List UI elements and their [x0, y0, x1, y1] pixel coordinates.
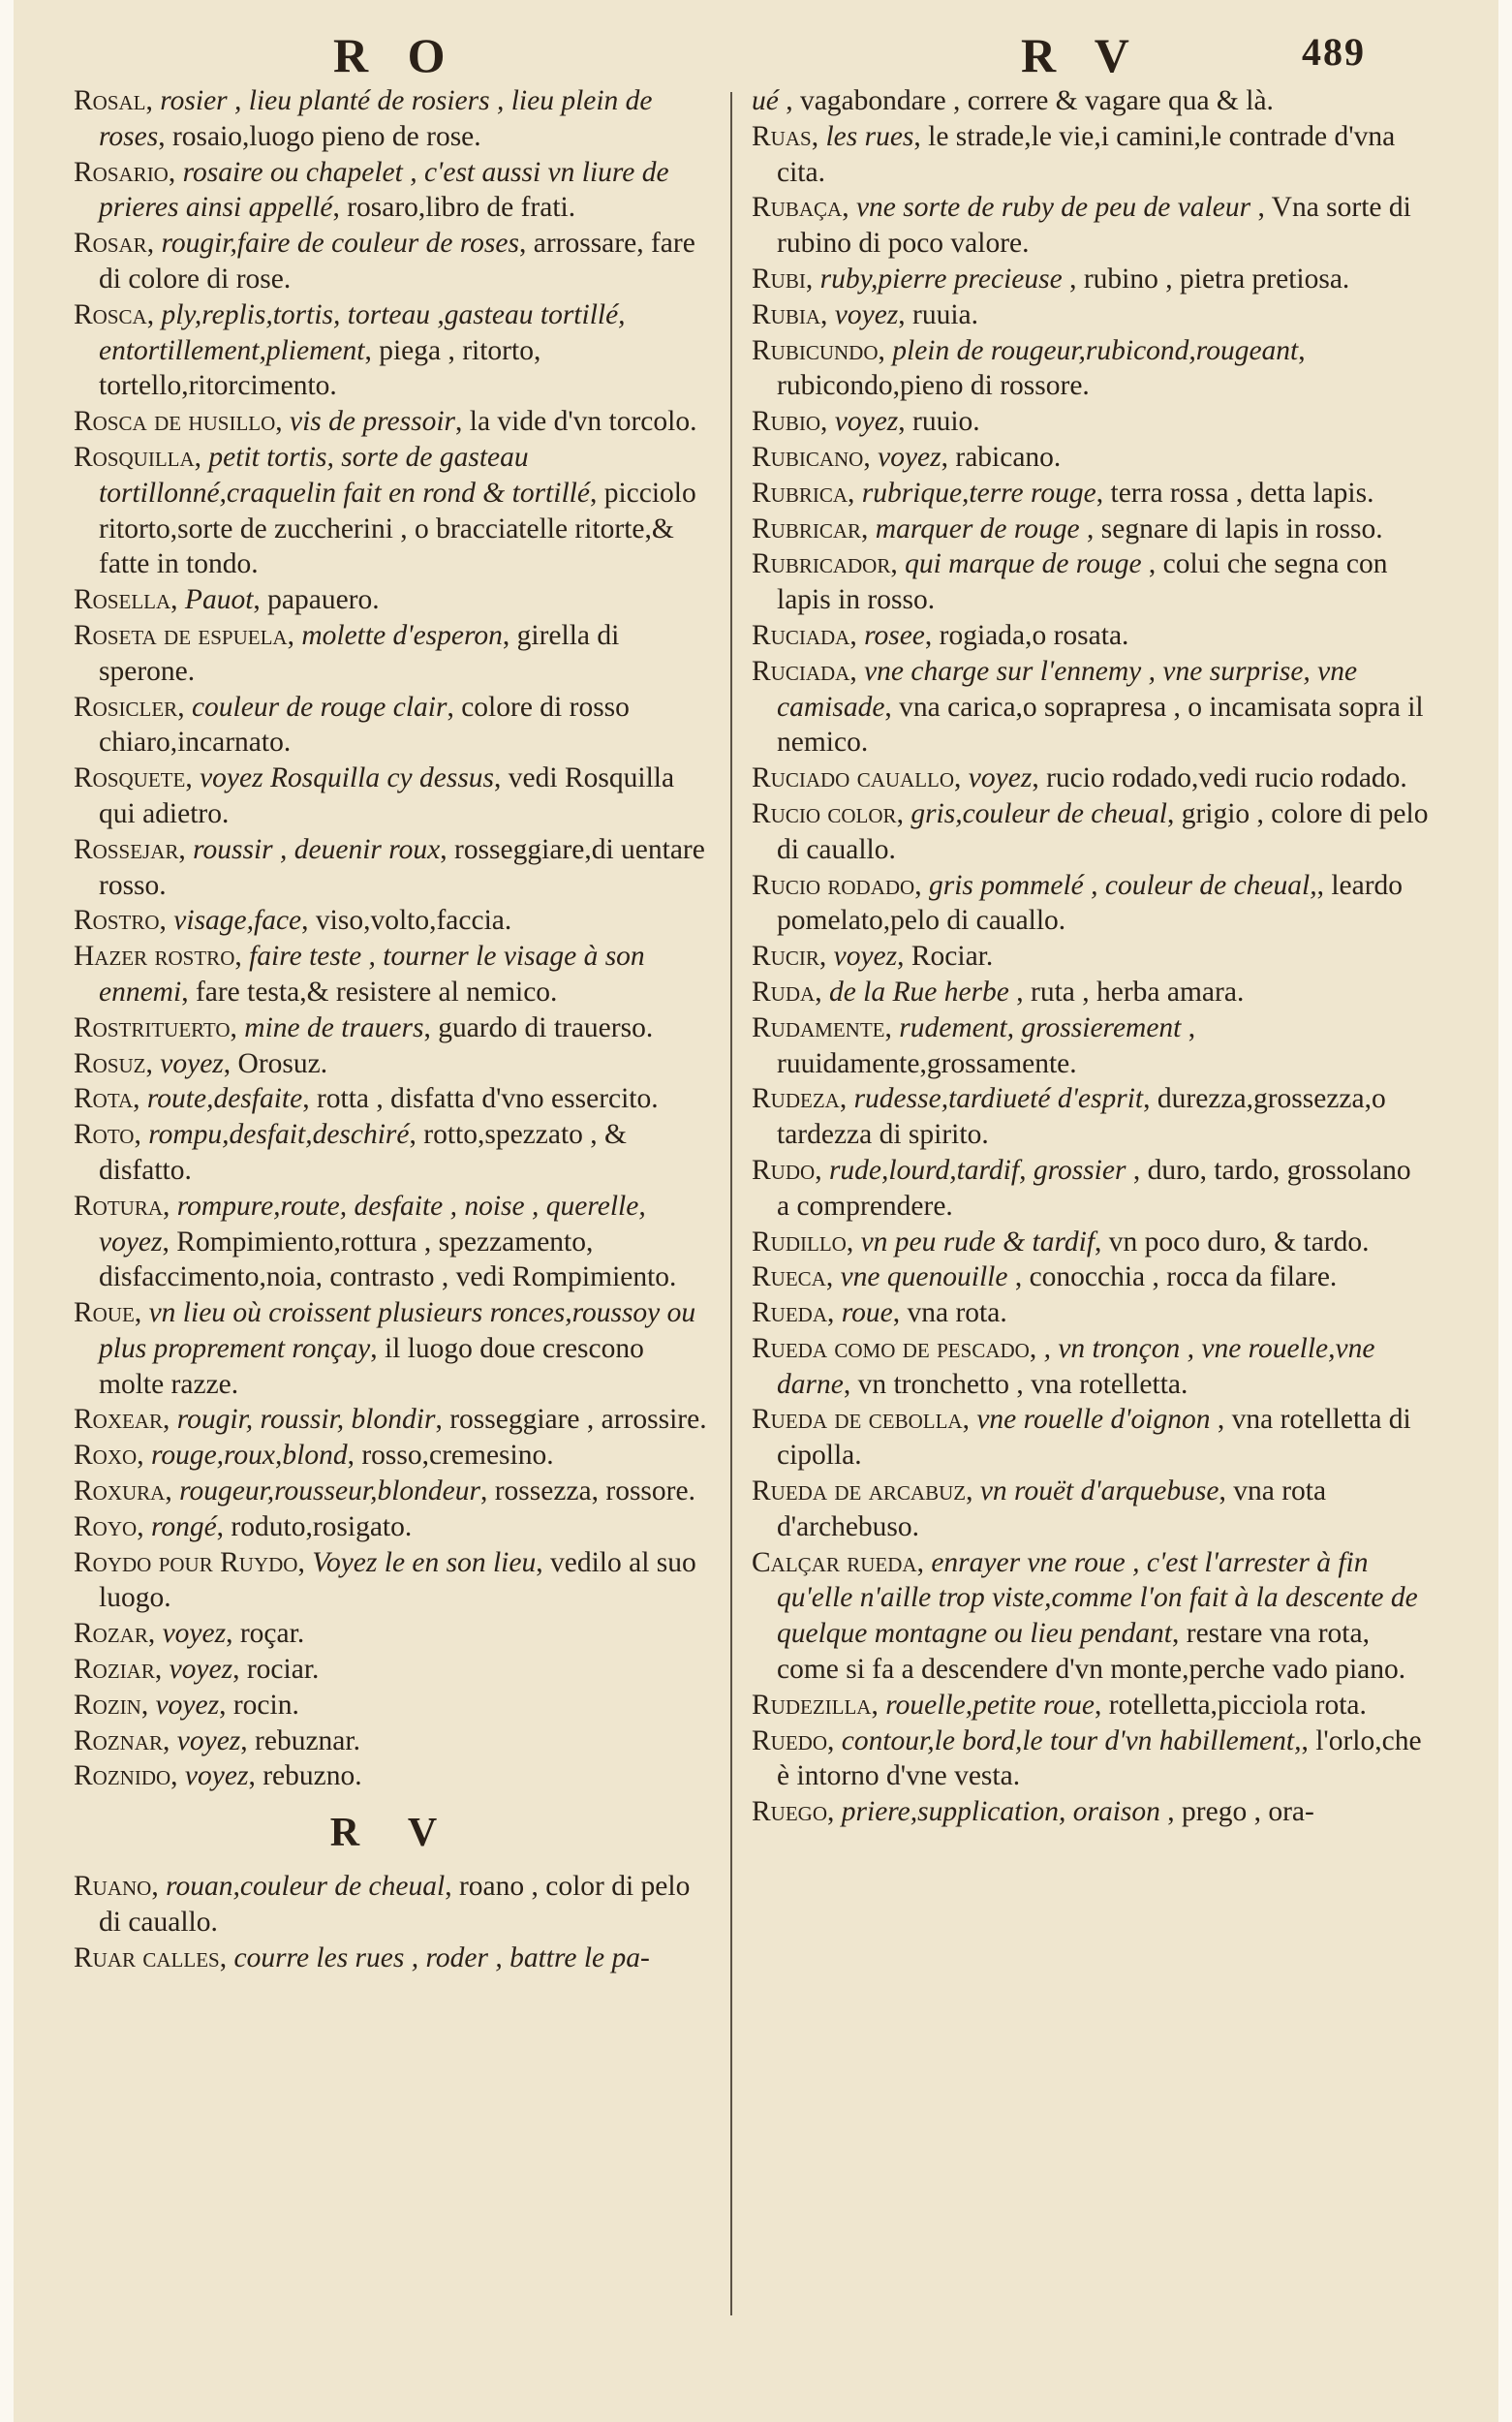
- dictionary-entry: Rubicano, voyez, rabicano.: [752, 441, 1062, 473]
- entry-headword: Rubio: [752, 406, 821, 438]
- dictionary-entry: Roseta de espuela, molette d'esperon, girella di sperone.: [74, 619, 620, 687]
- entry-italian-gloss: rebuzno.: [262, 1760, 362, 1792]
- entry-french-gloss: de la Rue herbe: [828, 976, 1009, 1008]
- dictionary-entry: Ruedo, contour,le bord,le tour d'vn habillement,, l'orlo,che è intorno d'vne vesta.: [752, 1724, 1422, 1792]
- dictionary-entry: Rostrituerto, mine de trauers, guardo di trauerso.: [74, 1011, 654, 1043]
- entry-headword: Rossejar: [74, 833, 179, 865]
- entry-headword: Rubaça: [752, 192, 843, 224]
- entry-italian-gloss: Orosuz.: [237, 1047, 328, 1079]
- entry-french-gloss: vne rouelle d'oignon: [976, 1404, 1211, 1436]
- entry-headword: Rosca: [74, 298, 147, 330]
- entry-french-gloss: rougir, roussir, blondir: [176, 1404, 436, 1436]
- entry-french-gloss: vne quenouille: [840, 1261, 1008, 1293]
- entry-headword: Calçar rueda: [752, 1546, 917, 1578]
- entry-headword: Rubricar: [752, 512, 862, 544]
- entry-italian-gloss: , rubino , pietra pretiosa.: [1069, 263, 1350, 295]
- entry-italian-gloss: rebuznar.: [255, 1724, 360, 1756]
- dictionary-entry: Roxura, rougeur,rousseur,blondeur, rossezza, rossore.: [74, 1475, 695, 1507]
- dictionary-entry: Rossejar, roussir , deuenir roux, rosseggiare,di uentare rosso.: [74, 833, 705, 901]
- entry-italian-gloss: viso,volto,faccia.: [315, 905, 512, 937]
- entry-headword: Rotura: [74, 1190, 164, 1222]
- left-column-entries-top: [74, 83, 713, 1794]
- entry-french-gloss: route,desfaite: [146, 1083, 303, 1115]
- entry-french-gloss: roue: [841, 1297, 893, 1329]
- dictionary-entry: Hazer rostro, faire teste , tourner le visage à son ennemi, fare testa,& resistere al nemico.: [74, 941, 645, 1008]
- entry-italian-gloss: guardo di trauerso.: [438, 1011, 654, 1043]
- dictionary-entry: Roxo, rouge,roux,blond, rosso,cremesino.: [74, 1440, 554, 1472]
- dictionary-entry: Rosella, Pauot, papauero.: [74, 584, 380, 616]
- entry-french-gloss: enrayer vne roue , c'est l'arrester à fin qu'elle n'aille trop viste,comme l'on fait à la descente de quelque montagne ou lieu pendant: [777, 1546, 1418, 1650]
- dictionary-entry: Rosquilla, petit tortis, sorte de gasteau tortillonné,craquelin fait en rond & tortillé, picciolo ritorto,sorte de zuccherini , o bracciatelle ritorte,& fatte in tondo.: [74, 441, 696, 580]
- dictionary-entry: Roxear, rougir, roussir, blondir, rosseggiare , arrossire.: [74, 1404, 707, 1436]
- entry-french-gloss: voyez: [834, 406, 899, 438]
- entry-italian-gloss: rotelletta,picciola rota.: [1108, 1689, 1367, 1721]
- dictionary-entry: Ruciado cauallo, voyez, rucio rodado,vedi rucio rodado.: [752, 762, 1407, 794]
- entry-french-gloss: ply,replis,tortis, torteau ,gasteau tortillé, entortillement,pliement: [99, 298, 626, 366]
- right-column-entries: [752, 83, 1430, 1830]
- entry-headword: Rueda de cebolla: [752, 1404, 963, 1436]
- entry-italian-gloss: le strade,le vie,i camini,le contrade d'vna cita.: [777, 120, 1396, 188]
- entry-french-gloss: rudement, grossierement: [899, 1011, 1182, 1043]
- entry-headword: Rudamente: [752, 1011, 885, 1043]
- dictionary-entry: Rueca, vne quenouille , conocchia , rocca da filare.: [752, 1261, 1338, 1293]
- dictionary-entry: Roue, vn lieu où croissent plusieurs ronces,roussoy ou plus proprement ronçay, il luogo doue crescono molte razze.: [74, 1297, 696, 1400]
- entry-french-gloss: voyez: [968, 762, 1033, 794]
- entry-italian-gloss: rotta , disfatta d'vno essercito.: [316, 1083, 659, 1115]
- entry-french-gloss: vne charge sur l'ennemy , vne surprise, vne camisade: [777, 655, 1358, 723]
- entry-french-gloss: voyez: [155, 1689, 220, 1721]
- entry-headword: Roxo: [74, 1440, 138, 1472]
- dictionary-entry: Rubricador, qui marque de rouge , colui che segna con lapis in rosso.: [752, 548, 1388, 616]
- entry-headword: Roto: [74, 1119, 135, 1151]
- entry-french-gloss: rouelle,petite roue: [885, 1689, 1095, 1721]
- entry-headword: Rudeza: [752, 1083, 840, 1115]
- entry-french-gloss: Pauot: [184, 584, 254, 616]
- entry-italian-gloss: , Vna sorte di rubino di poco valore.: [777, 192, 1411, 260]
- entry-french-gloss: molette d'esperon: [301, 619, 503, 651]
- entry-italian-gloss: , ruuidamente,grossamente.: [777, 1011, 1196, 1079]
- dictionary-entry: Rubia, voyez, ruuia.: [752, 298, 979, 330]
- entry-italian-gloss: vna carica,o soprapresa , o incamisata sopra il nemico.: [777, 691, 1424, 759]
- entry-french-gloss: faire teste , tourner le visage à son ennemi: [99, 941, 645, 1008]
- entry-french-gloss: vis de pressoir: [290, 406, 455, 438]
- entry-headword: Rosuz: [74, 1047, 146, 1079]
- entry-french-gloss: mine de trauers: [244, 1011, 424, 1043]
- entry-italian-gloss: ruuia.: [912, 298, 979, 330]
- dictionary-entry: Rosca, ply,replis,tortis, torteau ,gasteau tortillé, entortillement,pliement, piega , ritorto, tortello,ritorcimento.: [74, 298, 626, 402]
- entry-headword: Rucio color: [752, 797, 897, 829]
- entry-french-gloss: petit tortis, sorte de gasteau tortillonné,craquelin fait en rond & tortillé: [99, 441, 590, 509]
- entry-headword: Rueda de arcabuz: [752, 1475, 967, 1507]
- dictionary-entry: Rubrica, rubrique,terre rouge, terra rossa , detta lapis.: [752, 477, 1374, 509]
- entry-french-gloss: rongé: [150, 1510, 217, 1542]
- dictionary-entry: Rueda de cebolla, vne rouelle d'oignon , vna rotelletta di cipolla.: [752, 1404, 1411, 1472]
- dictionary-entry: Rubaça, vne sorte de ruby de peu de valeur , Vna sorte di rubino di poco valore.: [752, 192, 1411, 260]
- entry-french-gloss: courre les rues , roder , battre le pa-: [233, 1941, 650, 1973]
- entry-italian-gloss: vna rota.: [907, 1297, 1007, 1329]
- entry-french-gloss: rosaire ou chapelet , c'est aussi vn liure de prieres ainsi appellé: [99, 156, 669, 224]
- dictionary-entry: Rotura, rompure,route, desfaite , noise , querelle, voyez, Rompimiento,rottura , spezzamento, disfaccimento,noia, contrasto , vedi Rompimiento.: [74, 1190, 677, 1293]
- entry-french-gloss: voyez: [176, 1724, 241, 1756]
- entry-french-gloss: gris,couleur de cheual: [910, 797, 1167, 829]
- entry-italian-gloss: girella di sperone.: [99, 619, 620, 687]
- entry-french-gloss: rougir,faire de couleur de roses: [161, 228, 519, 260]
- entry-headword: Rosar: [74, 228, 147, 260]
- entry-headword: Rostro: [74, 905, 160, 937]
- entry-headword: Rota: [74, 1083, 134, 1115]
- entry-french-gloss: rouan,couleur de cheual: [166, 1871, 446, 1903]
- entry-headword: Rueda como de pescado: [752, 1332, 1030, 1364]
- entry-french-gloss: vn lieu où croissent plusieurs ronces,roussoy ou plus proprement ronçay: [99, 1297, 696, 1364]
- dictionary-entry: Rudo, rude,lourd,tardif, grossier , duro, tardo, grossolano a comprendere.: [752, 1154, 1411, 1222]
- entry-headword: Ruciada: [752, 655, 850, 687]
- entry-headword: Rubicundo: [752, 334, 879, 366]
- entry-italian-gloss: vedilo al suo luogo.: [99, 1546, 696, 1614]
- entry-french-gloss: vn peu rude & tardif: [860, 1226, 1095, 1258]
- entry-italian-gloss: picciolo ritorto,sorte de zuccherini , o bracciatelle ritorte,& fatte in tondo.: [99, 477, 696, 580]
- dictionary-entry: Rosuz, voyez, Orosuz.: [74, 1047, 328, 1079]
- entry-headword: Rosquilla: [74, 441, 195, 473]
- entry-french-gloss: rouge,roux,blond: [150, 1440, 348, 1472]
- dictionary-entry: Roydo pour Ruydo, Voyez le en son lieu, vedilo al suo luogo.: [74, 1546, 696, 1614]
- entry-french-gloss: voyez: [184, 1760, 249, 1792]
- column-divider: [730, 92, 732, 2315]
- entry-french-gloss: ruby,pierre precieuse: [819, 263, 1063, 295]
- entry-headword: Roseta de espuela: [74, 619, 288, 651]
- entry-french-gloss: rompu,desfait,deschiré: [148, 1119, 410, 1151]
- dictionary-entry: Rota, route,desfaite, rotta , disfatta d'vno essercito.: [74, 1083, 659, 1115]
- entry-headword: Rueda: [752, 1297, 828, 1329]
- dictionary-entry: Ruar calles, courre les rues , roder , battre le pa-: [74, 1941, 650, 1973]
- dictionary-entry: Ruda, de la Rue herbe , ruta , herba amara.: [752, 976, 1245, 1008]
- entry-french-gloss: les rues: [825, 120, 914, 152]
- dictionary-entry: Rubicundo, plein de rougeur,rubicond,rougeant, rubicondo,pieno di rossore.: [752, 334, 1306, 402]
- entry-french-gloss: voyez: [160, 1047, 224, 1079]
- entry-french-gloss: voyez Rosquilla cy dessus: [200, 762, 495, 794]
- entry-headword: Roznido: [74, 1760, 171, 1792]
- entry-italian-gloss: ruuio.: [912, 406, 980, 438]
- dictionary-entry: Rosar, rougir,faire de couleur de roses, arrossare, fare di colore di rose.: [74, 228, 695, 295]
- entry-italian-gloss: arrossare, fare di colore di rose.: [99, 228, 695, 295]
- entry-italian-gloss: , conocchia , rocca da filare.: [1014, 1261, 1338, 1293]
- dictionary-entry: Rucio rodado, gris pommelé , couleur de cheual,, leardo pomelato,pelo di cauallo.: [752, 869, 1404, 937]
- entry-italian-gloss: colore di rosso chiaro,incarnato.: [99, 691, 630, 759]
- dictionary-entry: Ruego, priere,supplication, oraison , prego , ora-: [752, 1796, 1314, 1828]
- entry-headword: Royo: [74, 1510, 138, 1542]
- entry-italian-gloss: Rociar.: [910, 941, 994, 973]
- entry-italian-gloss: rociar.: [246, 1654, 320, 1686]
- entry-italian-gloss: vna rota d'archebuso.: [777, 1475, 1327, 1542]
- dictionary-entry: Rucio color, gris,couleur de cheual, grigio , colore di pelo di cauallo.: [752, 797, 1429, 865]
- entry-french-gloss: gris pommelé , couleur de cheual,: [928, 869, 1317, 901]
- entry-headword: Roydo pour Ruydo: [74, 1546, 298, 1578]
- entry-italian-gloss: la vide d'vn torcolo.: [469, 406, 697, 438]
- entry-headword: Ruar calles: [74, 1941, 220, 1973]
- entry-french-gloss: rosee: [864, 619, 925, 651]
- dictionary-entry: Ruano, rouan,couleur de cheual, roano , color di pelo di cauallo.: [74, 1871, 691, 1938]
- entry-italian-gloss: rotto,spezzato , & disfatto.: [99, 1119, 627, 1186]
- entry-headword: Rudezilla: [752, 1689, 872, 1721]
- entry-italian-gloss: grigio , colore di pelo di cauallo.: [777, 797, 1429, 865]
- entry-french-gloss: rougeur,rousseur,blondeur: [179, 1475, 480, 1507]
- entry-french-gloss: voyez: [162, 1618, 227, 1650]
- entry-italian-gloss: roduto,rosigato.: [231, 1510, 413, 1542]
- entry-italian-gloss: piega , ritorto, tortello,ritorcimento.: [99, 334, 541, 402]
- running-header-left: R O: [333, 28, 459, 82]
- entry-italian-gloss: rogiada,o rosata.: [939, 619, 1129, 651]
- entry-italian-gloss: rossezza, rossore.: [494, 1475, 695, 1507]
- entry-french-gloss: voyez: [878, 441, 941, 473]
- entry-headword: Rosicler: [74, 691, 178, 723]
- left-column-entries-bottom: [74, 1869, 713, 1975]
- entry-italian-gloss: rosaio,luogo pieno de rose.: [171, 120, 481, 152]
- entry-headword: Roxura: [74, 1475, 166, 1507]
- entry-french-gloss: plein de rougeur,rubicond,rougeant: [892, 334, 1299, 366]
- entry-headword: Ruciada: [752, 619, 850, 651]
- entry-headword: Rubicano: [752, 441, 864, 473]
- dictionary-entry: Rucir, voyez, Rociar.: [752, 941, 994, 973]
- entry-headword: Ruano: [74, 1871, 152, 1903]
- dictionary-entry: Roziar, voyez, rociar.: [74, 1654, 320, 1686]
- entry-italian-gloss: , segnare di lapis in rosso.: [1087, 512, 1383, 544]
- entry-french-gloss: qui marque de rouge: [905, 548, 1142, 580]
- entry-headword: Rucir: [752, 941, 819, 973]
- entry-italian-gloss: , colui che segna con lapis in rosso.: [777, 548, 1388, 616]
- entry-french-gloss: vn rouët d'arquebuse: [979, 1475, 1219, 1507]
- entry-italian-gloss: restare vna rota, come si fa a descendere d'vn monte,perche vado piano.: [777, 1618, 1406, 1686]
- dictionary-entry: Rueda de arcabuz, vn rouët d'arquebuse, vna rota d'archebuso.: [752, 1475, 1327, 1542]
- dictionary-entry: Rosquete, voyez Rosquilla cy dessus, vedi Rosquilla qui adietro.: [74, 762, 675, 829]
- entry-headword: Rubia: [752, 298, 821, 330]
- entry-italian-gloss: l'orlo,che è intorno d'vne vesta.: [777, 1724, 1422, 1792]
- entry-french-gloss: rudesse,tardiueté d'esprit: [853, 1083, 1144, 1115]
- entry-italian-gloss: rosaro,libro de frati.: [347, 192, 576, 224]
- entry-headword: Rozin: [74, 1689, 141, 1721]
- dictionary-entry: Rozin, voyez, rocin.: [74, 1689, 299, 1721]
- entry-french-gloss: rubrique,terre rouge: [861, 477, 1096, 509]
- entry-headword: Hazer rostro: [74, 941, 235, 973]
- entry-headword: Ruego: [752, 1796, 828, 1828]
- entry-italian-gloss: terra rossa , detta lapis.: [1110, 477, 1374, 509]
- dictionary-entry: Rueda, roue, vna rota.: [752, 1297, 1007, 1329]
- dictionary-entry: Roto, rompu,desfait,deschiré, rotto,spezzato , & disfatto.: [74, 1119, 627, 1186]
- entry-italian-gloss: rucio rodado,vedi rucio rodado.: [1046, 762, 1407, 794]
- left-column: [74, 83, 713, 1975]
- entry-headword: Rozar: [74, 1618, 148, 1650]
- entry-french-gloss: , vn tronçon , vne rouelle,vne darne: [777, 1332, 1375, 1400]
- dictionary-entry: Rubio, voyez, ruuio.: [752, 406, 980, 438]
- entry-italian-gloss: vedi Rosquilla qui adietro.: [99, 762, 675, 829]
- dictionary-entry: Rueda como de pescado, , vn tronçon , vne rouelle,vne darne, vn tronchetto , vna rotelletta.: [752, 1332, 1375, 1400]
- entry-italian-gloss: rosseggiare,di uentare rosso.: [99, 833, 705, 901]
- entry-headword: Rosella: [74, 584, 171, 616]
- entry-italian-gloss: Rompimiento,rottura , spezzamento, disfaccimento,noia, contrasto , vedi Rompimiento.: [99, 1226, 677, 1293]
- entry-headword: Rosal: [74, 85, 146, 116]
- section-heading: R V: [329, 1811, 457, 1856]
- entry-italian-gloss: fare testa,& resistere al nemico.: [195, 976, 558, 1008]
- entry-italian-gloss: , ruta , herba amara.: [1016, 976, 1245, 1008]
- entry-italian-gloss: leardo pomelato,pelo di cauallo.: [777, 869, 1404, 937]
- entry-italian-gloss: rosseggiare , arrossire.: [449, 1404, 707, 1436]
- dictionary-entry: Ruas, les rues, le strade,le vie,i camini,le contrade d'vna cita.: [752, 120, 1396, 188]
- entry-italian-gloss: papauero.: [267, 584, 380, 616]
- dictionary-entry: Rudezilla, rouelle,petite roue, rotelletta,picciola rota.: [752, 1689, 1367, 1721]
- entry-french-gloss: rompure,route, desfaite , noise , querelle, voyez: [99, 1190, 646, 1258]
- entry-french-gloss: Voyez le en son lieu: [312, 1546, 537, 1578]
- entry-headword: Rubi: [752, 263, 806, 295]
- page-number: 489: [1302, 30, 1366, 74]
- dictionary-entry: Rubi, ruby,pierre precieuse , rubino , pietra pretiosa.: [752, 263, 1350, 295]
- entry-italian-gloss: vn poco duro, & tardo.: [1108, 1226, 1370, 1258]
- dictionary-entry: Rosca de husillo, vis de pressoir, la vide d'vn torcolo.: [74, 406, 697, 438]
- entry-french-gloss: voyez: [169, 1654, 233, 1686]
- entry-headword: Roznar: [74, 1724, 164, 1756]
- entry-headword: Rosquete: [74, 762, 186, 794]
- entry-headword: Rosca de husillo: [74, 406, 276, 438]
- entry-french-gloss: visage,face: [173, 905, 302, 937]
- entry-italian-gloss: , prego , ora-: [1167, 1796, 1314, 1828]
- entry-italian-gloss: vn tronchetto , vna rotelletta.: [857, 1368, 1188, 1400]
- entry-headword: Rostrituerto: [74, 1011, 231, 1043]
- dictionary-entry: Rudeza, rudesse,tardiueté d'esprit, durezza,grossezza,o tardezza di spirito.: [752, 1083, 1386, 1151]
- entry-italian-gloss: il luogo doue crescono molte razze.: [99, 1332, 644, 1400]
- entry-headword: Ruas: [752, 120, 812, 152]
- dictionary-entry: Roznido, voyez, rebuzno.: [74, 1760, 362, 1792]
- entry-headword: Rubricador: [752, 548, 891, 580]
- entry-italian-gloss: , vna rotelletta di cipolla.: [777, 1404, 1411, 1472]
- entry-italian-gloss: roano , color di pelo di cauallo.: [99, 1871, 691, 1938]
- entry-french-gloss: contour,le bord,le tour d'vn habillement,: [841, 1724, 1302, 1756]
- entry-headword: Ruciado cauallo: [752, 762, 955, 794]
- entry-headword: Roxear: [74, 1404, 164, 1436]
- dictionary-entry: Ruciada, rosee, rogiada,o rosata.: [752, 619, 1129, 651]
- dictionary-entry: Royo, rongé, roduto,rosigato.: [74, 1510, 413, 1542]
- right-column: [752, 83, 1430, 1830]
- entry-french-gloss: priere,supplication, oraison: [841, 1796, 1160, 1828]
- entry-headword: Rubrica: [752, 477, 849, 509]
- entry-headword: Rudillo: [752, 1226, 847, 1258]
- entry-french-gloss: roussir , deuenir roux: [193, 833, 441, 865]
- entry-headword: Ruedo: [752, 1724, 828, 1756]
- entry-italian-gloss: rosso,cremesino.: [361, 1440, 554, 1472]
- dictionary-entry: Rosal, rosier , lieu planté de rosiers , lieu plein de roses, rosaio,luogo pieno de rose.: [74, 85, 653, 152]
- dictionary-entry: Roznar, voyez, rebuznar.: [74, 1724, 360, 1756]
- entry-headword: Roue: [74, 1297, 135, 1329]
- dictionary-entry: [752, 83, 1430, 119]
- dictionary-entry: Rosicler, couleur de rouge clair, colore di rosso chiaro,incarnato.: [74, 691, 630, 759]
- entry-french-gloss: vne sorte de ruby de peu de valeur: [855, 192, 1251, 224]
- entry-french-gloss: rosier , lieu planté de rosiers , lieu plein de roses: [99, 85, 653, 152]
- entry-french-gloss: rude,lourd,tardif, grossier: [828, 1154, 1126, 1186]
- dictionary-entry: Calçar rueda, enrayer vne roue , c'est l'arrester à fin qu'elle n'aille trop viste,comme l'on fait à la descente de quelque montagne ou lieu pendant, restare vna rota, come si fa a descendere d'vn monte,perche vado piano.: [752, 1546, 1418, 1686]
- entry-italian-gloss: rocin.: [232, 1689, 299, 1721]
- entry-headword: Roziar: [74, 1654, 155, 1686]
- dictionary-entry: Rostro, visage,face, viso,volto,faccia.: [74, 905, 512, 937]
- dictionary-entry: Rosario, rosaire ou chapelet , c'est aussi vn liure de prieres ainsi appellé, rosaro,libro de frati.: [74, 156, 669, 224]
- entry-headword: Rudo: [752, 1154, 816, 1186]
- entry-italian-gloss: rubicondo,pieno di rossore.: [777, 370, 1090, 402]
- dictionary-entry: Ruciada, vne charge sur l'ennemy , vne surprise, vne camisade, vna carica,o soprapresa , o incamisata sopra il nemico.: [752, 655, 1424, 759]
- entry-headword: Rueca: [752, 1261, 826, 1293]
- dictionary-entry: Rozar, voyez, roçar.: [74, 1618, 305, 1650]
- running-header-right: R V: [1021, 28, 1143, 82]
- entry-headword: Rucio rodado: [752, 869, 915, 901]
- entry-french-gloss: marquer de rouge: [875, 512, 1080, 544]
- entry-italian-gloss: durezza,grossezza,o tardezza di spirito.: [777, 1083, 1386, 1151]
- entry-french-gloss: ué: [752, 85, 779, 116]
- entry-italian-gloss: rabicano.: [955, 441, 1062, 473]
- entry-french-gloss: voyez: [834, 298, 899, 330]
- dictionary-entry: Rudillo, vn peu rude & tardif, vn poco duro, & tardo.: [752, 1226, 1370, 1258]
- entry-italian-gloss: roçar.: [239, 1618, 305, 1650]
- entry-italian-gloss: , duro, tardo, grossolano a comprendere.: [777, 1154, 1411, 1222]
- dictionary-entry: Rudamente, rudement, grossierement , ruuidamente,grossamente.: [752, 1011, 1196, 1079]
- entry-italian-gloss: , vagabondare , correre & vagare qua & là.: [786, 85, 1274, 116]
- entry-french-gloss: couleur de rouge clair: [191, 691, 447, 723]
- entry-french-gloss: voyez: [833, 941, 898, 973]
- entry-headword: Ruda: [752, 976, 816, 1008]
- dictionary-entry: Rubricar, marquer de rouge , segnare di lapis in rosso.: [752, 512, 1383, 544]
- entry-headword: Rosario: [74, 156, 169, 188]
